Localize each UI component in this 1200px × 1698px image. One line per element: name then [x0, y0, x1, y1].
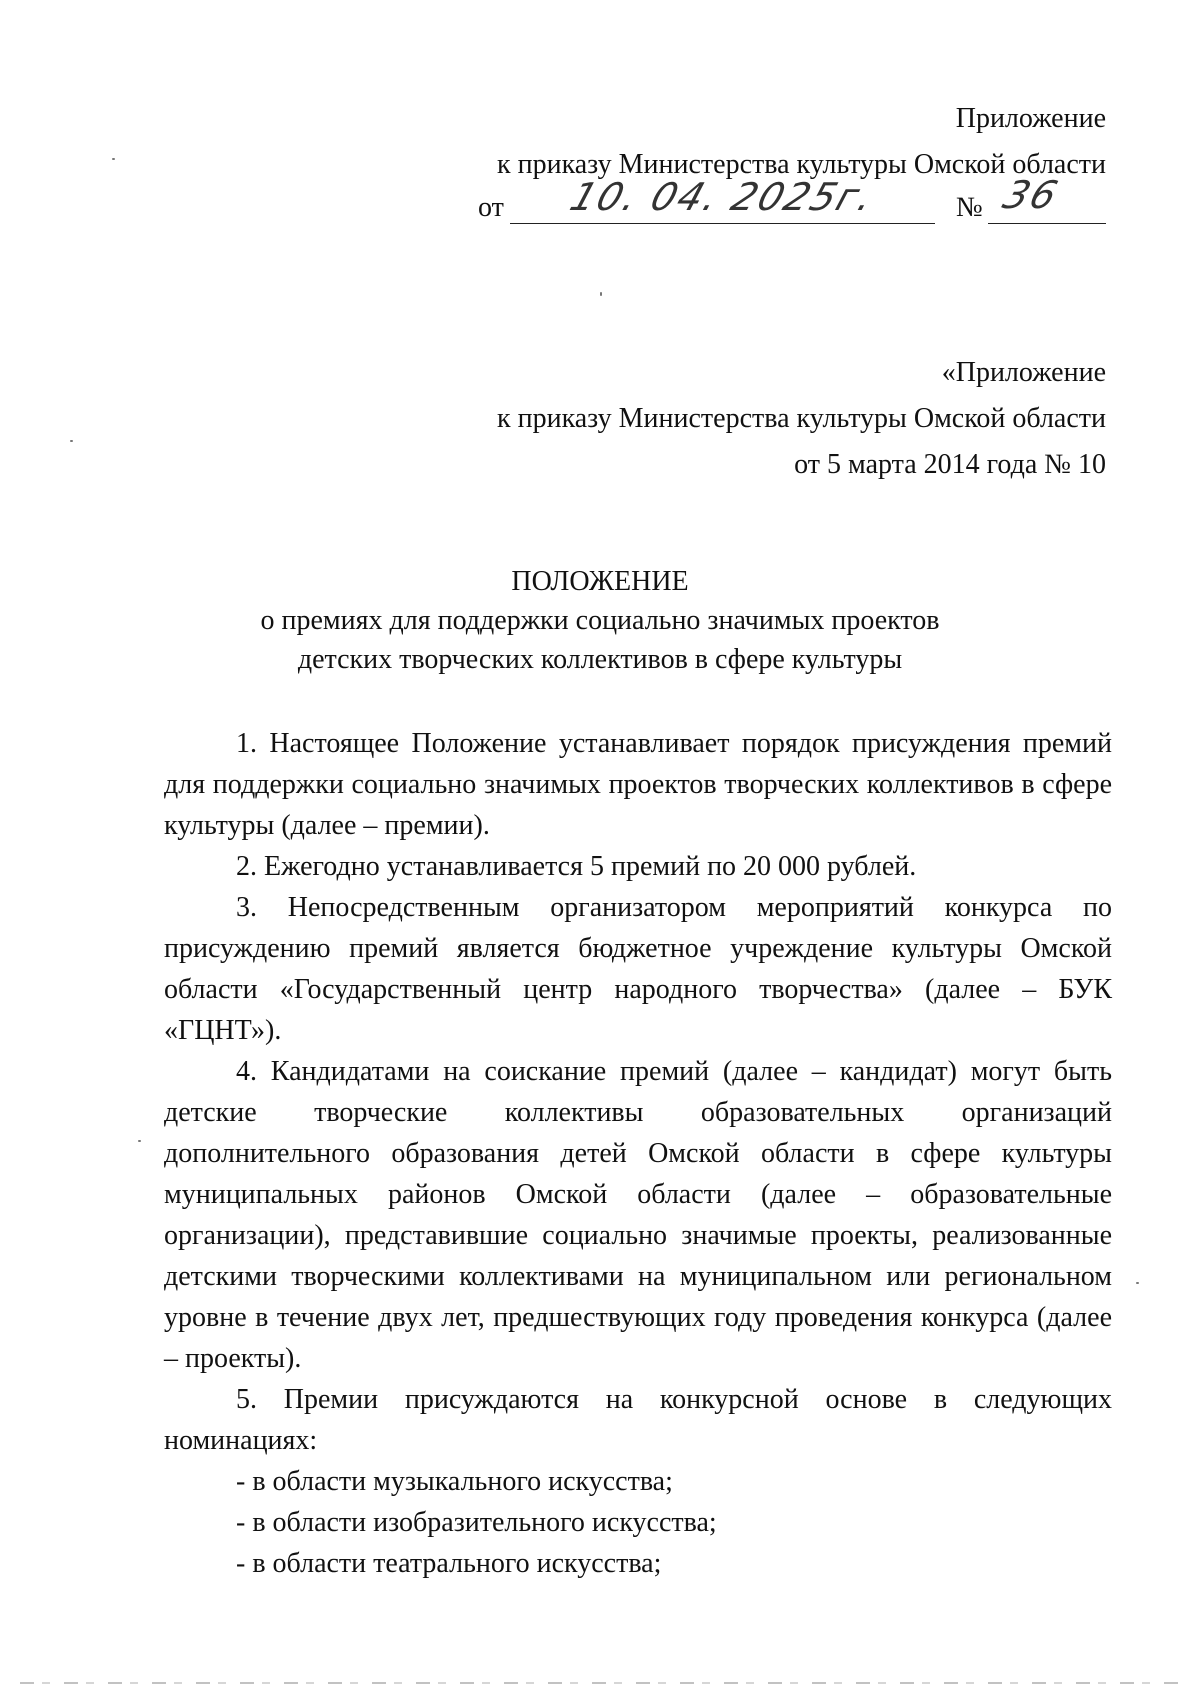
list-item: - в области изобразительного искусства; — [236, 1507, 717, 1538]
scan-speck — [600, 292, 602, 296]
scan-speck — [138, 1140, 141, 1142]
order-reference: к приказу Министерства культуры Омской области — [497, 149, 1106, 180]
list-item: - в области театрального искусства; — [236, 1548, 662, 1579]
number-sign: № — [956, 192, 983, 223]
date-prefix: от — [478, 192, 504, 223]
document-heading: ПОЛОЖЕНИЕ — [511, 566, 689, 597]
scan-speck — [112, 158, 115, 160]
original-order-date-number: от 5 марта 2014 года № 10 — [794, 449, 1106, 480]
paragraph-2: 2. Ежегодно устанавливается 5 премий по 20 000 рублей. — [236, 851, 917, 882]
scan-speck — [70, 440, 73, 442]
scan-edge-noise — [20, 1682, 1180, 1684]
original-order-reference: к приказу Министерства культуры Омской области — [497, 403, 1106, 434]
handwritten-number: 36 — [997, 173, 1065, 217]
original-appendix-title: «Приложение — [941, 357, 1106, 388]
handwritten-date: 10. 04. 2025г. — [564, 175, 881, 219]
document-subtitle-line-1: о премиях для поддержки социально значимых проектов — [260, 605, 940, 636]
paragraph-5: 5. Премии присуждаются на конкурсной основе в следующих номинациях: — [164, 1384, 1112, 1456]
paragraph-4: 4. Кандидатами на соискание премий (далее – кандидат) могут быть детские творческие коллективы образовательных организаций дополнительного образования детей Омской области в сфере культуры муниципальных районов Омской области (далее – образовательные организации), представившие социально значимые проекты, реализованные детскими творческими коллективами на муниципальном или региональном уровне в течение двух лет, предшествующих году проведения конкурса (далее – проекты). — [164, 1056, 1112, 1374]
original-appendix-header — [497, 350, 1106, 488]
list-item: - в области музыкального искусства; — [236, 1466, 673, 1497]
paragraph-3: 3. Непосредственным организатором мероприятий конкурса по присуждению премий является бюджетное учреждение культуры Омской области «Государственный центр народного творчества» (далее – БУК «ГЦНТ»). — [164, 892, 1112, 1046]
scan-speck — [1136, 1282, 1139, 1284]
appendix-title: Приложение — [955, 103, 1106, 134]
paragraph-1: 1. Настоящее Положение устанавливает порядок присуждения премий для поддержки социально значимых проектов творческих коллективов в сфере культуры (далее – премии). — [164, 728, 1112, 841]
document-subtitle-line-2: детских творческих коллективов в сфере культуры — [297, 644, 903, 675]
document-body — [164, 723, 1112, 1584]
document-title-block — [0, 562, 1200, 679]
